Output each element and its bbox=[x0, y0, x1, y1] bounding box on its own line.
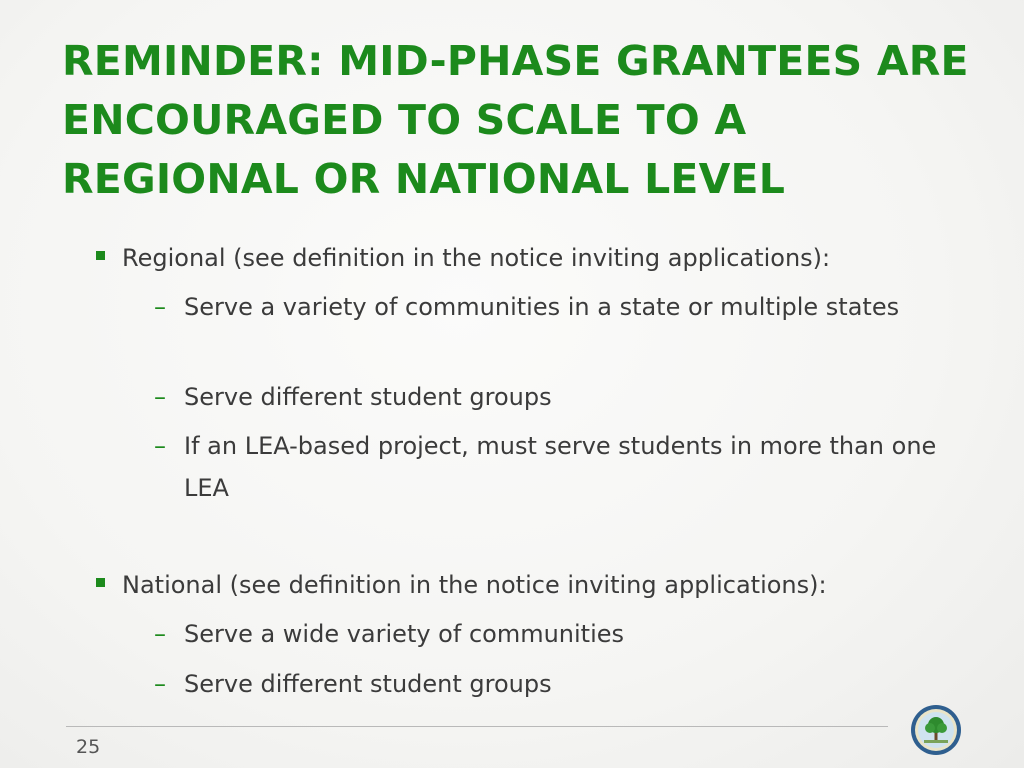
title-line-2: ENCOURAGED TO SCALE TO A bbox=[62, 96, 747, 144]
bullet-label: National (see definition in the notice inviting applications): bbox=[122, 571, 827, 599]
title-line-3: REGIONAL OR NATIONAL LEVEL bbox=[62, 155, 786, 203]
subitem-text: Serve a variety of communities in a state or multiple states bbox=[184, 293, 900, 321]
subitem-text: Serve a wide variety of communities bbox=[184, 620, 625, 648]
subitem-text: If an LEA-based project, must serve students in more than one LEA bbox=[184, 432, 937, 502]
subitem-text: Serve different student groups bbox=[184, 670, 552, 698]
dash-icon: – bbox=[154, 432, 166, 460]
title-line-1: REMINDER: MID-PHASE GRANTEES ARE bbox=[62, 37, 969, 85]
subitem-national-2 bbox=[154, 663, 974, 705]
dash-icon: – bbox=[154, 293, 166, 321]
department-seal-icon bbox=[910, 704, 962, 756]
bullet-label: Regional (see definition in the notice inviting applications): bbox=[122, 244, 831, 272]
subitem-text: Serve different student groups bbox=[184, 383, 552, 411]
subitem-regional-3 bbox=[154, 425, 974, 509]
dash-icon: – bbox=[154, 620, 166, 648]
dash-icon: – bbox=[154, 383, 166, 411]
bullet-regional bbox=[122, 243, 830, 273]
subitem-national-1 bbox=[154, 613, 974, 655]
square-bullet-icon bbox=[96, 578, 105, 587]
subitem-regional-2 bbox=[154, 376, 974, 418]
subitem-regional-1 bbox=[154, 286, 974, 328]
bullet-national bbox=[122, 570, 827, 600]
square-bullet-icon bbox=[96, 251, 105, 260]
footer-divider bbox=[66, 726, 888, 727]
page-number: 25 bbox=[76, 736, 101, 758]
dash-icon: – bbox=[154, 670, 166, 698]
